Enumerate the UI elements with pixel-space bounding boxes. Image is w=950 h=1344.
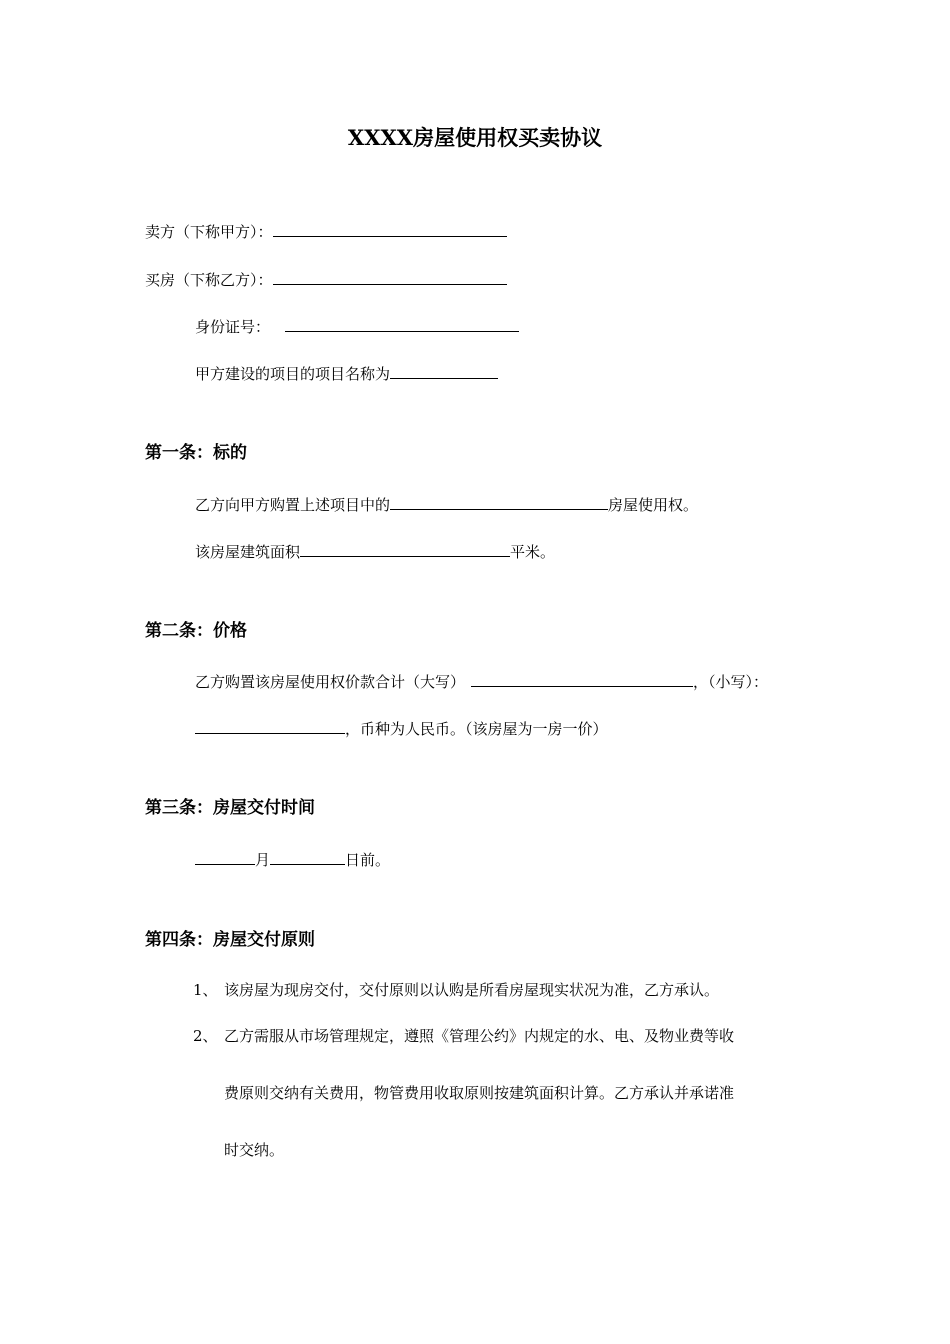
- seller-line: [145, 220, 507, 242]
- article-2-heading: 第二条：价格: [145, 621, 247, 641]
- article-1-line-2: [195, 540, 555, 562]
- id-number-line: [195, 315, 519, 337]
- article-1-line-1-suffix: 房屋使用权。: [608, 496, 699, 514]
- day-blank: [270, 848, 345, 865]
- month-blank: [195, 848, 255, 865]
- unit-blank: [390, 493, 608, 510]
- day-label: 日前。: [345, 851, 391, 869]
- project-name-label: 甲方建设的项目的项目名称为: [195, 365, 391, 383]
- article-4-item-1-number: 1、: [193, 981, 218, 999]
- article-2-line-1: [195, 670, 768, 692]
- seller-blank: [273, 220, 507, 237]
- article-4-item-2-line-1: 乙方需服从市场管理规定，遵照《管理公约》内规定的水、电、及物业费等收: [224, 1027, 735, 1045]
- article-1-line-2-prefix: 该房屋建筑面积: [195, 543, 301, 561]
- article-1-line-1: [195, 493, 698, 515]
- article-4-item-2-line-2: 费原则交纳有关费用，物管费用收取原则按建筑面积计算。乙方承认并承诺准: [224, 1084, 735, 1102]
- month-label: 月: [255, 851, 271, 869]
- article-3-heading: 第三条：房屋交付时间: [145, 798, 315, 818]
- article-1-heading: 第一条：标的: [145, 443, 247, 463]
- article-4-item-2-line-3: 时交纳。: [224, 1141, 285, 1159]
- price-lowercase-blank: [195, 717, 345, 734]
- document-title: XXXX房屋使用权买卖协议: [347, 125, 603, 150]
- article-4-heading: 第四条：房屋交付原则: [145, 930, 315, 950]
- buyer-label: 买房（下称乙方）：: [145, 271, 273, 289]
- id-number-label: 身份证号：: [195, 318, 271, 336]
- article-1-line-1-prefix: 乙方向甲方购置上述项目中的: [195, 496, 391, 514]
- project-name-line: [195, 362, 498, 384]
- seller-label: 卖方（下称甲方）：: [145, 223, 273, 241]
- article-4-item-2-number: 2、: [193, 1027, 218, 1045]
- article-1-line-2-suffix: 平米。: [510, 543, 556, 561]
- buyer-line: [145, 268, 507, 290]
- article-3-line-1: [195, 848, 390, 870]
- buyer-blank: [273, 268, 507, 285]
- article-4-item-1-text: 该房屋为现房交付，交付原则以认购是所看房屋现实状况为准，乙方承认。: [224, 981, 720, 999]
- article-2-line-2: [195, 717, 608, 739]
- article-2-line-2-suffix: ，币种为人民币。（该房屋为一房一价）: [345, 720, 608, 738]
- article-2-line-1-mid: ，（小写）：: [693, 673, 769, 691]
- area-blank: [300, 540, 510, 557]
- id-number-blank: [285, 315, 519, 332]
- article-2-line-1-prefix: 乙方购置该房屋使用权价款合计（大写）: [195, 673, 466, 691]
- price-uppercase-blank: [471, 670, 693, 687]
- project-name-blank: [390, 362, 498, 379]
